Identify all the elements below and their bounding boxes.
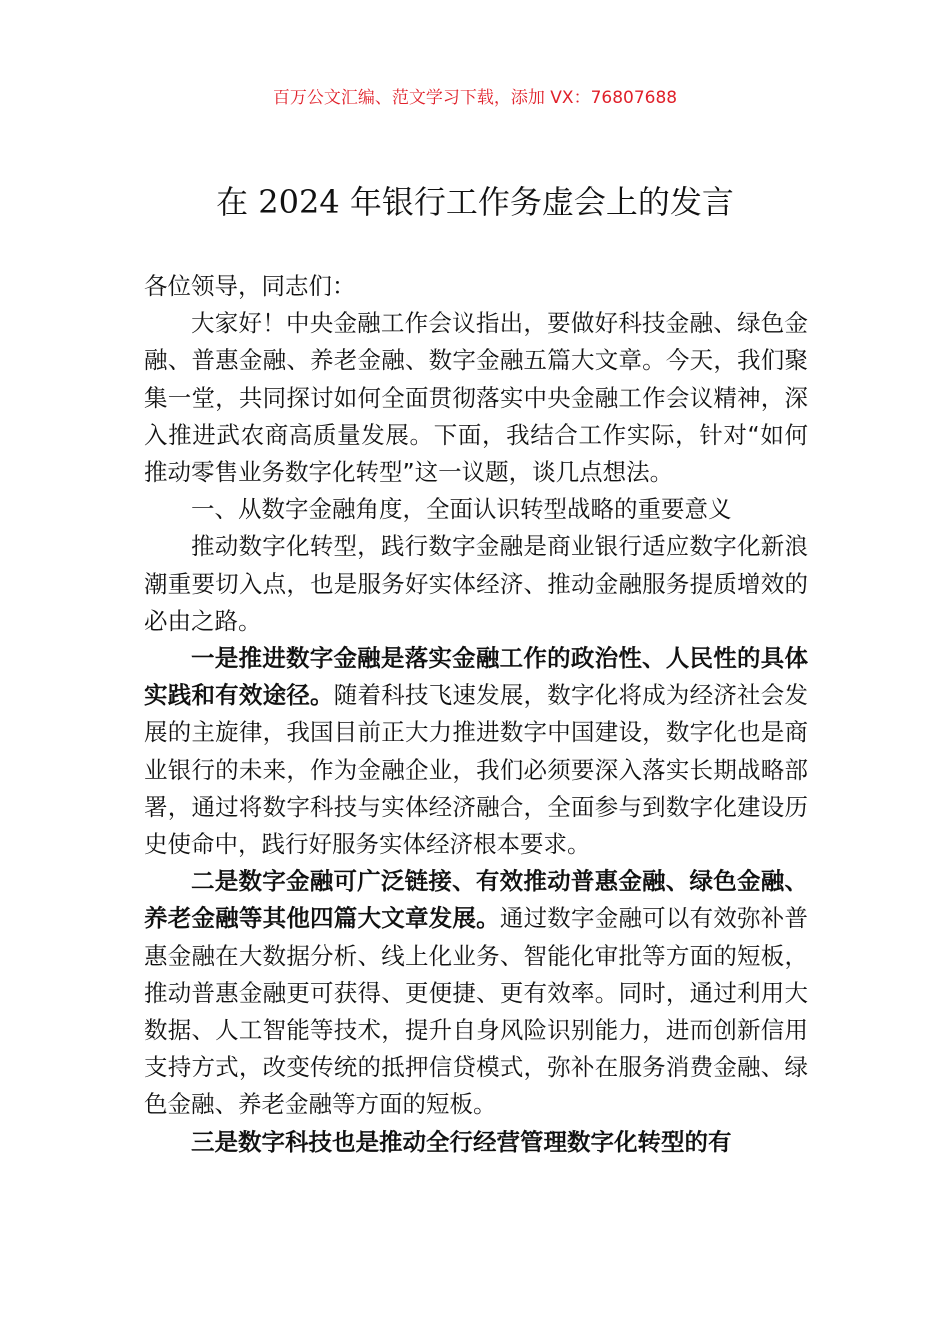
document-body <box>144 268 808 1161</box>
paragraph-text: 随着科技飞速发展，数字化将成为经济社会发展的主旋律，我国目前正大力推进数字中国建设，数字化也是商业银行的未来，作为金融企业，我们必须要深入落实长期战略部署，通过将数字科技与实体经济融合，全面参与到数字化建设历史使命中，践行好服务实体经济根本要求。 <box>144 681 809 859</box>
section-heading <box>144 491 808 528</box>
paragraph-text: 通过数字金融可以有效弥补普惠金融在大数据分析、线上化业务、智能化审批等方面的短板，推动普惠金融更可获得、更便捷、更有效率。同时，通过利用大数据、人工智能等技术，提升自身风险识别能力，进而创新信用支持方式，改变传统的抵押信贷模式，弥补在服务消费金融、绿色金融、养老金融等方面的短板。 <box>144 904 809 1119</box>
document-title: 在 2024 年银行工作务虚会上的发言 <box>216 183 734 221</box>
paragraph-bold-lead: 二是数字金融可广泛链接、有效推动普惠金融、绿色金融、养老金融等其他四篇大文章发展。 <box>144 867 808 933</box>
paragraph-bold-lead: 三是数字科技也是推动全行经营管理数字化转型的有 <box>191 1127 732 1156</box>
paragraph-bold-lead: 一是推进数字金融是落实金融工作的政治性、人民性的具体实践和有效途径。 <box>144 644 808 710</box>
paragraph-text: 大家好！中央金融工作会议指出，要做好科技金融、绿色金融、普惠金融、养老金融、数字金融五篇大文章。今天，我们聚集一堂，共同探讨如何全面贯彻落实中央金融工作会议精神，深入推进武农商高质量发展。下面，我结合工作实际，针对“如何推动零售业务数字化转型”这一议题，谈几点想法。 <box>144 309 808 487</box>
paragraph-point-three <box>144 1124 808 1161</box>
paragraph-text: 推动数字化转型，践行数字金融是商业银行适应数字化新浪潮重要切入点，也是服务好实体经济、推动金融服务提质增效的必由之路。 <box>144 532 808 635</box>
paragraph-greeting <box>144 305 808 491</box>
header-note: 百万公文汇编、范文学习下载，添加 VX：76807688 <box>272 88 678 108</box>
paragraph-intro <box>144 528 808 640</box>
paragraph-point-one <box>144 640 808 863</box>
page-bottom-margin <box>0 1290 950 1344</box>
paragraph-text: 一、从数字金融角度，全面认识转型战略的重要意义 <box>191 495 732 524</box>
salutation: 各位领导，同志们： <box>144 272 356 300</box>
paragraph-point-two <box>144 863 808 1123</box>
